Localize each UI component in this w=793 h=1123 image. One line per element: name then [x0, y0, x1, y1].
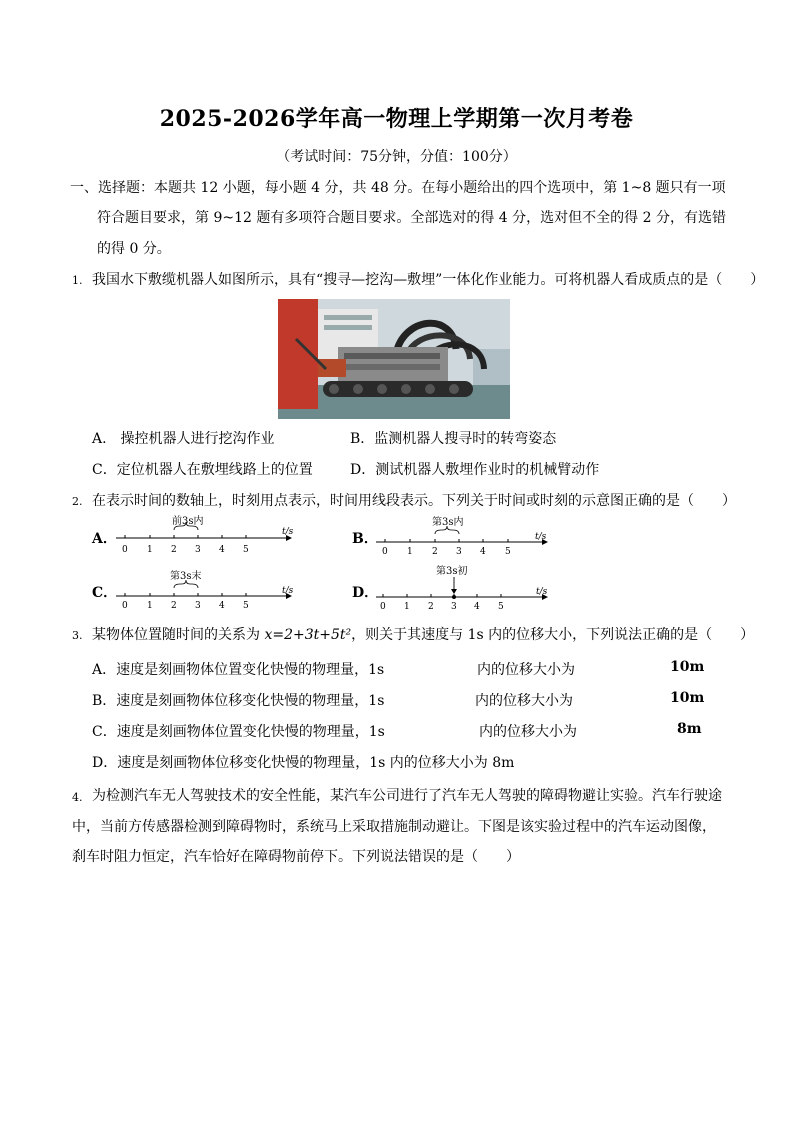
q1-stem: 我国水下敷缆机器人如图所示，具有“搜寻—挖沟—敷埋”一体化作业能力。可将机器人看成质点的是（ ） [92, 272, 765, 288]
q2-a-label: 前3s内 [172, 516, 204, 527]
q2-diagram-b [370, 512, 560, 556]
svg-text:t/s: t/s [536, 587, 548, 597]
svg-text:4: 4 [474, 602, 480, 612]
svg-text:5: 5 [243, 545, 249, 555]
q4-number: 4. [72, 791, 83, 804]
svg-text:5: 5 [243, 601, 249, 610]
q2-option-a-letter[interactable]: A． [92, 531, 117, 547]
q2-option-c-letter[interactable]: C． [92, 585, 118, 601]
svg-text:5: 5 [498, 602, 504, 612]
svg-text:3: 3 [195, 601, 201, 610]
q1-option-d[interactable]: D．测试机器人敷埋作业时的机械臂动作 [350, 462, 600, 478]
q2-number: 2. [72, 495, 83, 508]
section-heading-line2: 符合题目要求，第 9~12 题有多项符合题目要求。全部选对的得 4 分，选对但不全的得 2 分，有选错 [97, 210, 726, 226]
q1-number: 1. [72, 274, 83, 287]
q2-diagram-c [110, 566, 300, 610]
q3-number: 3. [72, 629, 83, 642]
q4-line3: 刹车时阻力恒定，汽车恰好在障碍物前停下。下列说法错误的是（ ） [72, 849, 520, 865]
svg-text:1: 1 [404, 602, 410, 612]
svg-text:0: 0 [382, 547, 388, 556]
exam-title: 2025-2026学年高一物理上学期第一次月考卷 [159, 106, 634, 132]
robot-photo-image [278, 299, 510, 419]
q1-option-b[interactable]: B．监测机器人搜寻时的转弯姿态 [350, 431, 557, 447]
q1-option-a[interactable]: A. 操控机器人进行挖沟作业 [92, 431, 275, 447]
svg-text:4: 4 [480, 547, 486, 556]
svg-text:1: 1 [147, 545, 153, 555]
svg-text:0: 0 [380, 602, 386, 612]
svg-text:3: 3 [456, 547, 462, 556]
svg-text:3: 3 [195, 545, 201, 555]
svg-text:t/s: t/s [282, 527, 294, 537]
q4-line2: 中，当前方传感器检测到障碍物时，系统马上采取措施制动避让。下图是该实验过程中的汽车运动图像， [72, 819, 716, 835]
q3-option-d[interactable]: D．速度是刻画物体位移变化快慢的物理量，1s 内的位移大小为 8m [92, 755, 515, 771]
section-heading-line3: 的得 0 分。 [97, 241, 171, 257]
svg-text:0: 0 [122, 545, 128, 555]
svg-text:1: 1 [407, 547, 413, 556]
svg-text:0: 0 [122, 601, 128, 610]
svg-text:t/s: t/s [282, 586, 294, 596]
svg-text:5: 5 [505, 547, 511, 556]
q2-b-label: 第3s内 [432, 517, 464, 528]
svg-text:4: 4 [219, 545, 225, 555]
svg-text:2: 2 [428, 602, 434, 612]
q2-option-b-letter[interactable]: B． [352, 531, 378, 547]
q2-diagram-d [370, 563, 560, 613]
svg-text:2: 2 [432, 547, 438, 556]
q2-diagram-a [110, 512, 300, 556]
exam-subtitle: （考试时间：75分钟，分值：100分） [276, 149, 517, 165]
q3-formula: x=2+3t+5t² [264, 627, 352, 643]
svg-text:2: 2 [171, 601, 177, 610]
section-heading-line1: 一、选择题：本题共 12 小题，每小题 4 分，共 48 分。在每小题给出的四个选项中，第 1~8 题只有一项 [70, 180, 726, 196]
robot-photo [278, 299, 510, 419]
svg-text:t/s: t/s [535, 532, 547, 542]
svg-text:4: 4 [219, 601, 225, 610]
q2-c-label: 第3s末 [170, 571, 202, 582]
svg-text:2: 2 [171, 545, 177, 555]
svg-text:3: 3 [451, 602, 457, 612]
q2-option-d-letter[interactable]: D． [352, 585, 379, 601]
q1-option-c[interactable]: C．定位机器人在敷埋线路上的位置 [92, 462, 313, 478]
q2-stem: 在表示时间的数轴上，时刻用点表示，时间用线段表示。下列关于时间或时刻的示意图正确的是（ ） [92, 493, 736, 509]
q3-stem: 某物体位置随时间的关系为 x=2+3t+5t²，则关于其速度与 1s 内的位移大小，下列说法正确的是（ ） [92, 627, 755, 643]
svg-text:1: 1 [147, 601, 153, 610]
q4-line1: 为检测汽车无人驾驶技术的安全性能，某汽车公司进行了汽车无人驾驶的障碍物避让实验。汽车行驶途 [92, 788, 722, 804]
q2-d-label: 第3s初 [436, 566, 468, 577]
